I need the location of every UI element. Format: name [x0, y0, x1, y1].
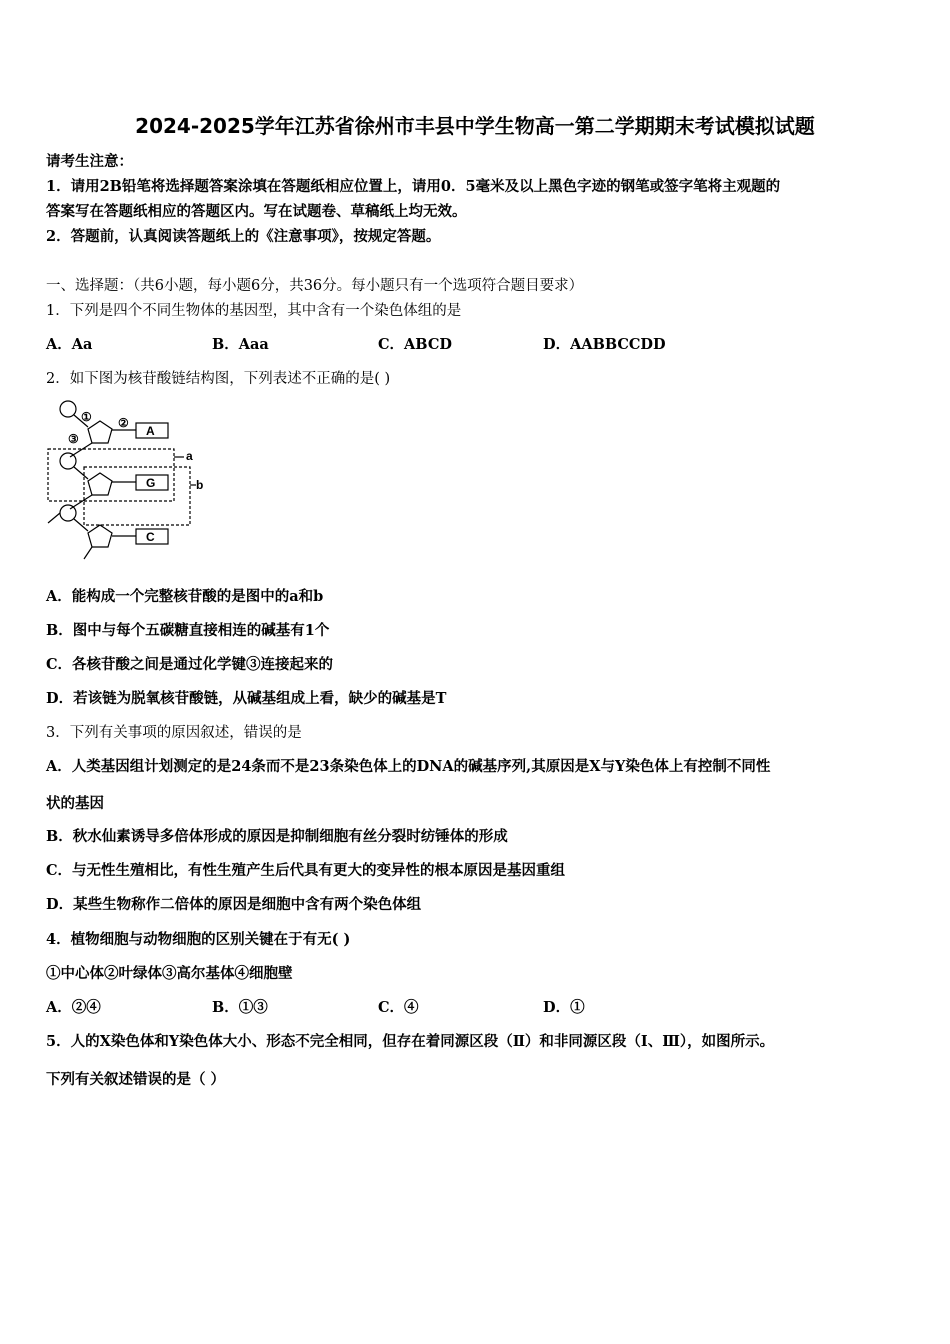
- q5-stem-line-2: 下列有关叙述错误的是（ ）: [46, 1071, 226, 1088]
- label-2: ②: [118, 416, 129, 430]
- q1-option-c: C．ABCD: [378, 336, 452, 353]
- q2-option-d: D．若该链为脱氧核苷酸链，从碱基组成上看，缺少的碱基是T: [46, 690, 447, 707]
- q1-option-a: A．Aa: [46, 336, 93, 353]
- q3-option-c: C．与无性生殖相比，有性生殖产生后代具有更大的变异性的根本原因是基因重组: [46, 862, 566, 879]
- q1-option-d: D．AABBCCDD: [543, 336, 666, 353]
- q2-option-c: C．各核苷酸之间是通过化学键③连接起来的: [46, 656, 334, 673]
- q4-option-c: C．④: [378, 999, 419, 1016]
- q3-option-b: B．秋水仙素诱导多倍体形成的原因是抑制细胞有丝分裂时纺锤体的形成: [46, 828, 508, 845]
- notice-heading: 请考生注意：: [46, 153, 133, 170]
- q5-stem-line-1: 5．人的X染色体和Y染色体大小、形态不完全相同，但存在着同源区段（Ⅱ）和非同源区段（Ⅰ、Ⅲ），如图所示。: [46, 1033, 775, 1050]
- page-title: 2024-2025学年江苏省徐州市丰县中学生物高一第二学期期末考试模拟试题: [135, 114, 815, 138]
- q1-stem: 1．下列是四个不同生物体的基因型，其中含有一个染色体组的是: [46, 303, 462, 319]
- q3-stem: 3．下列有关事项的原因叙述，错误的是: [46, 725, 302, 741]
- q3-option-a-line-2: 状的基因: [46, 795, 104, 812]
- notice-item-1-line-2: 答案写在答题纸相应的答题区内。写在试题卷、草稿纸上均无效。: [46, 203, 467, 220]
- q2-option-a: A．能构成一个完整核苷酸的是图中的a和b: [46, 588, 324, 605]
- label-1: ①: [81, 410, 92, 424]
- base-c: C: [146, 530, 155, 544]
- q2-option-b: B．图中与每个五碳糖直接相连的碱基有1个: [46, 622, 330, 639]
- q1-option-b: B．Aaa: [212, 336, 269, 353]
- box-label-a: a: [186, 449, 193, 463]
- q4-option-a: A．②④: [46, 999, 101, 1016]
- q3-option-a-line-1: A．人类基因组计划测定的是24条而不是23条染色体上的DNA的碱基序列,其原因是X与Y染色体上有控制不同性: [46, 758, 771, 775]
- notice-item-2: 2．答题前，认真阅读答题纸上的《注意事项》，按规定答题。: [46, 228, 441, 245]
- box-label-b: b: [196, 478, 204, 492]
- q4-items: ①中心体②叶绿体③高尔基体④细胞壁: [46, 965, 293, 982]
- nucleotide-chain-figure: [40, 395, 220, 570]
- base-g: G: [146, 476, 156, 490]
- section-heading: 一、选择题：（共6小题，每小题6分，共36分。每小题只有一个选项符合题目要求）: [46, 278, 584, 294]
- q3-option-d: D．某些生物称作二倍体的原因是细胞中含有两个染色体组: [46, 896, 422, 913]
- q4-stem: 4．植物细胞与动物细胞的区别关键在于有无( ): [46, 931, 351, 948]
- label-3: ③: [68, 432, 79, 446]
- base-a: A: [146, 424, 155, 438]
- q4-option-b: B．①③: [212, 999, 268, 1016]
- notice-item-1-line-1: 1．请用2B铅笔将选择题答案涂填在答题纸相应位置上，请用0．5毫米及以上黑色字迹的钢笔或签字笔将主观题的: [46, 178, 781, 195]
- q4-option-d: D．①: [543, 999, 585, 1016]
- q2-stem: 2．如下图为核苷酸链结构图，下列表述不正确的是( ): [46, 371, 391, 387]
